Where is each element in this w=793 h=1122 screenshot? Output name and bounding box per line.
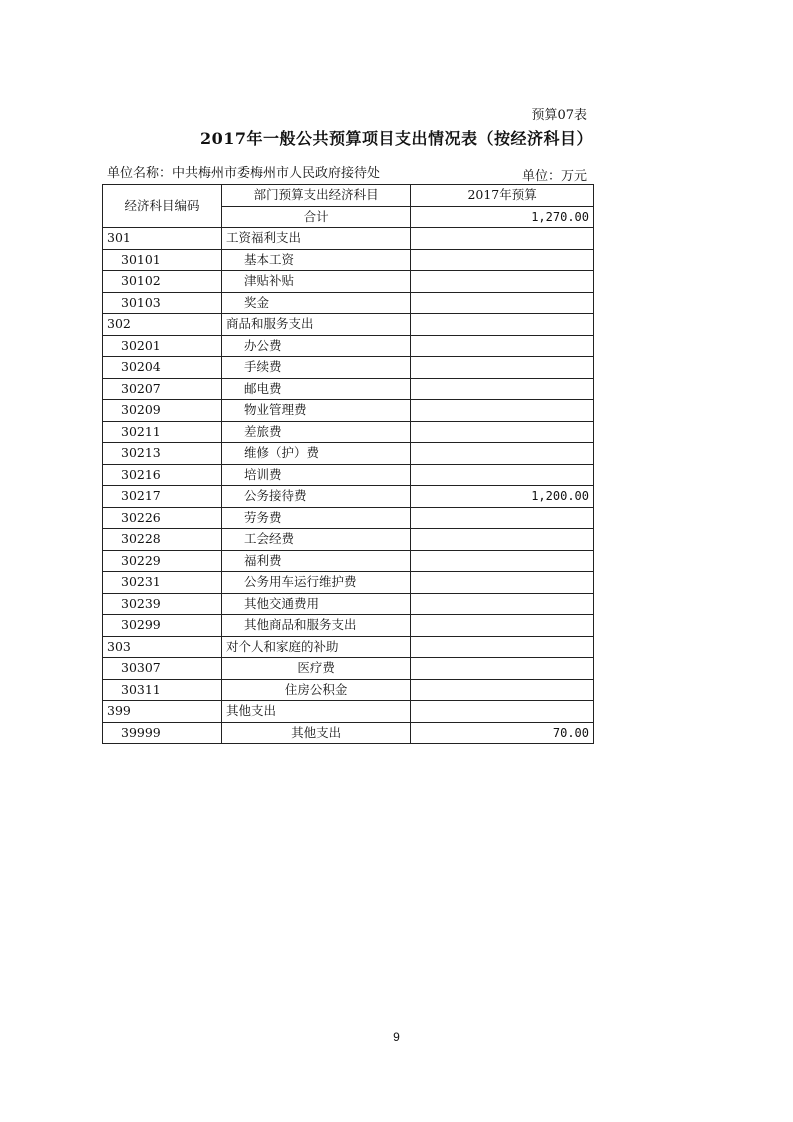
- row-code: 30226: [103, 507, 222, 529]
- row-code: 30204: [103, 357, 222, 379]
- row-amount: [411, 357, 594, 379]
- row-amount: [411, 679, 594, 701]
- row-name: 公务用车运行维护费: [222, 572, 411, 594]
- row-code: 30217: [103, 486, 222, 508]
- table-row: [103, 314, 594, 336]
- table-row: [103, 421, 594, 443]
- row-amount: [411, 615, 594, 637]
- table-row: [103, 507, 594, 529]
- row-amount: [411, 593, 594, 615]
- table-row: [103, 679, 594, 701]
- row-amount: [411, 636, 594, 658]
- row-name: 公务接待费: [222, 486, 411, 508]
- table-row: [103, 486, 594, 508]
- header-code: 经济科目编码: [103, 185, 222, 228]
- row-name: 福利费: [222, 550, 411, 572]
- row-name: 住房公积金: [222, 679, 411, 701]
- page-number: 9: [393, 1030, 400, 1044]
- total-label: 合计: [222, 206, 411, 228]
- row-name: 医疗费: [222, 658, 411, 680]
- row-amount: [411, 464, 594, 486]
- row-amount: [411, 400, 594, 422]
- row-name: 其他商品和服务支出: [222, 615, 411, 637]
- budget-table: [102, 184, 594, 744]
- row-name: 劳务费: [222, 507, 411, 529]
- table-row: [103, 335, 594, 357]
- table-row: [103, 701, 594, 723]
- table-row: [103, 249, 594, 271]
- row-amount: [411, 249, 594, 271]
- row-amount: [411, 701, 594, 723]
- row-amount: [411, 271, 594, 293]
- row-code: 399: [103, 701, 222, 723]
- header-amount: 2017年预算: [411, 185, 594, 207]
- row-name: 手续费: [222, 357, 411, 379]
- row-name: 其他支出: [222, 722, 411, 744]
- row-amount: [411, 378, 594, 400]
- table-row: [103, 357, 594, 379]
- row-amount: [411, 335, 594, 357]
- row-amount: 1,200.00: [411, 486, 594, 508]
- row-amount: [411, 572, 594, 594]
- row-code: 30213: [103, 443, 222, 465]
- table-row: [103, 658, 594, 680]
- total-amount: 1,270.00: [411, 206, 594, 228]
- row-name: 维修（护）费: [222, 443, 411, 465]
- unit-label: 单位：万元: [521, 169, 587, 184]
- table-row: [103, 443, 594, 465]
- row-code: 30211: [103, 421, 222, 443]
- row-amount: [411, 421, 594, 443]
- row-name: 商品和服务支出: [222, 314, 411, 336]
- page-title: 2017年一般公共预算项目支出情况表（按经济科目）: [199, 129, 594, 148]
- row-amount: [411, 292, 594, 314]
- table-row: [103, 292, 594, 314]
- unit-name-label: 单位名称：中共梅州市委梅州市人民政府接待处: [107, 166, 381, 181]
- row-code: 30299: [103, 615, 222, 637]
- row-amount: 70.00: [411, 722, 594, 744]
- row-name: 差旅费: [222, 421, 411, 443]
- row-code: 39999: [103, 722, 222, 744]
- row-code: 30231: [103, 572, 222, 594]
- row-code: 30201: [103, 335, 222, 357]
- row-code: 302: [103, 314, 222, 336]
- table-row: [103, 615, 594, 637]
- row-code: 30102: [103, 271, 222, 293]
- row-name: 工资福利支出: [222, 228, 411, 250]
- row-code: 30311: [103, 679, 222, 701]
- row-amount: [411, 228, 594, 250]
- row-code: 30101: [103, 249, 222, 271]
- row-amount: [411, 550, 594, 572]
- table-row: [103, 271, 594, 293]
- row-code: 30307: [103, 658, 222, 680]
- header-name: 部门预算支出经济科目: [222, 185, 411, 207]
- row-name: 物业管理费: [222, 400, 411, 422]
- row-amount: [411, 529, 594, 551]
- table-row: [103, 572, 594, 594]
- row-name: 培训费: [222, 464, 411, 486]
- table-row: [103, 593, 594, 615]
- row-code: 303: [103, 636, 222, 658]
- table-row: [103, 400, 594, 422]
- table-row: [103, 636, 594, 658]
- table-row: [103, 228, 594, 250]
- row-code: 30207: [103, 378, 222, 400]
- row-amount: [411, 443, 594, 465]
- table-row: [103, 722, 594, 744]
- row-name: 其他交通费用: [222, 593, 411, 615]
- table-row: [103, 378, 594, 400]
- row-code: 30229: [103, 550, 222, 572]
- row-name: 津贴补贴: [222, 271, 411, 293]
- row-name: 办公费: [222, 335, 411, 357]
- form-number: 预算07表: [531, 108, 587, 123]
- table-header-row: [103, 185, 594, 207]
- row-code: 30103: [103, 292, 222, 314]
- table-row: [103, 529, 594, 551]
- row-code: 30228: [103, 529, 222, 551]
- row-code: 301: [103, 228, 222, 250]
- row-name: 邮电费: [222, 378, 411, 400]
- table-row: [103, 464, 594, 486]
- row-name: 基本工资: [222, 249, 411, 271]
- row-name: 工会经费: [222, 529, 411, 551]
- row-amount: [411, 658, 594, 680]
- row-code: 30216: [103, 464, 222, 486]
- row-code: 30209: [103, 400, 222, 422]
- table-row: [103, 550, 594, 572]
- row-amount: [411, 314, 594, 336]
- row-code: 30239: [103, 593, 222, 615]
- row-amount: [411, 507, 594, 529]
- row-name: 奖金: [222, 292, 411, 314]
- row-name: 其他支出: [222, 701, 411, 723]
- row-name: 对个人和家庭的补助: [222, 636, 411, 658]
